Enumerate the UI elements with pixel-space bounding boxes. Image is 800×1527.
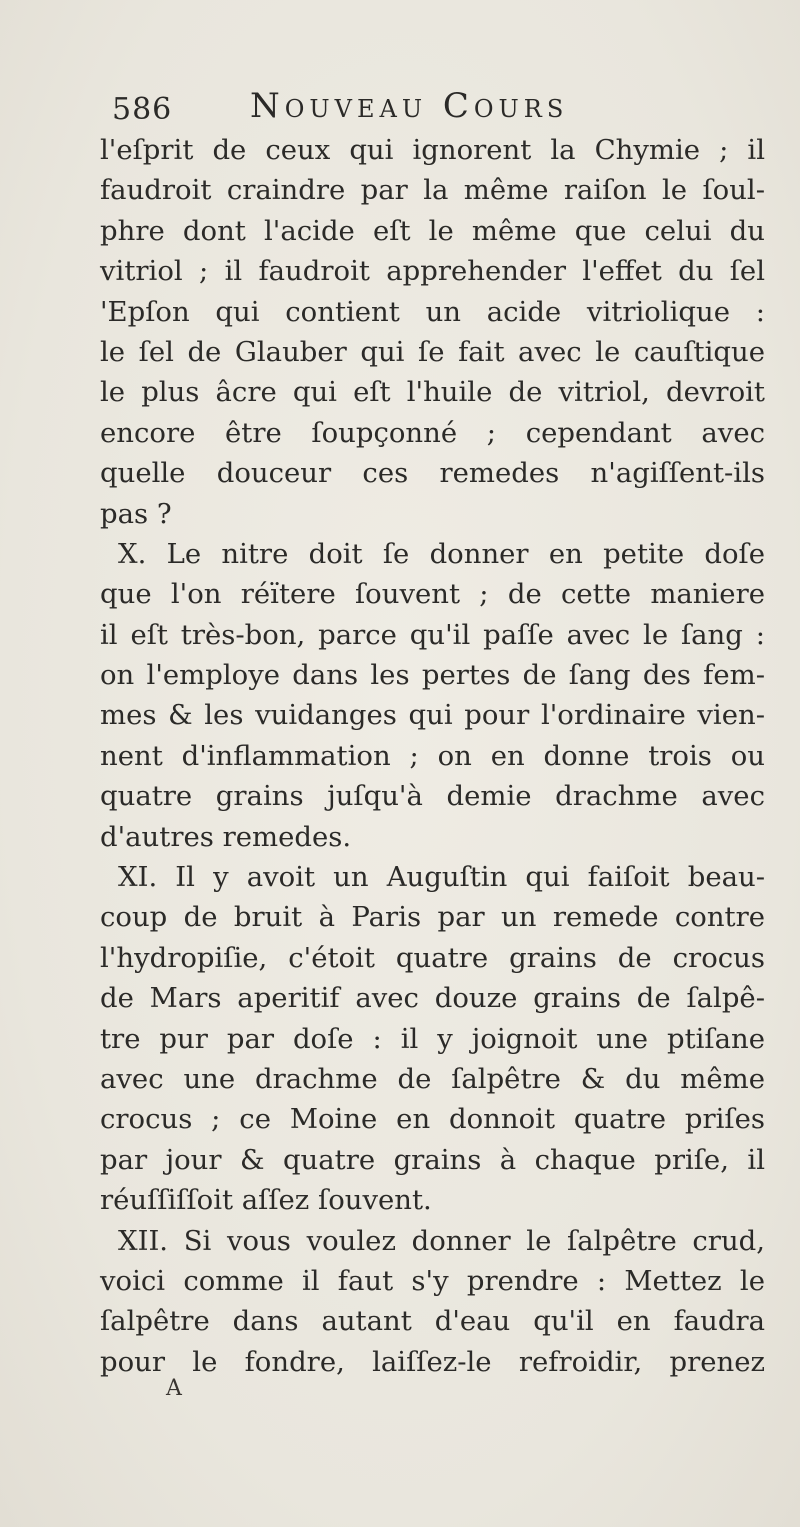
running-head: Nouveau Cours: [250, 86, 569, 126]
text-line: par jour & quatre grains à chaque priſe, il: [100, 1143, 765, 1176]
text-line: encore être ſoupçonné ; cependant avec: [100, 416, 765, 449]
paragraph-xi-start: XI. Il y avoit un Auguſtin qui faiſoit beau-: [118, 861, 765, 894]
text-line: l'eſprit de ceux qui ignorent la Chymie ; il: [100, 134, 765, 166]
paragraph-x-start: X. Le nitre doit ſe donner en petite doſe: [118, 537, 765, 570]
page-number: 586: [112, 92, 173, 127]
text-line: mes & les vuidanges qui pour l'ordinaire vien-: [100, 699, 765, 732]
text-line: crocus ; ce Moine en donnoit quatre priſes: [100, 1103, 765, 1136]
text-line: le plus âcre qui eſt l'huile de vitriol, devroit: [100, 376, 765, 409]
text-line: il eſt très-bon, parce qu'il paſſe avec le ſang :: [100, 618, 765, 651]
text-line: d'autres remedes.: [100, 820, 352, 853]
paragraph-xii-start: XII. Si vous voulez donner le ſalpêtre crud,: [118, 1224, 765, 1257]
text-line: faudroit craindre par la même raiſon le ſoul-: [100, 174, 765, 207]
text-line: ſalpêtre dans autant d'eau qu'il en faudra: [100, 1305, 765, 1338]
text-line: le ſel de Glauber qui ſe fait avec le cauſtique: [100, 335, 765, 368]
text-line: nent d'inflammation ; on en donne trois ou: [100, 739, 765, 772]
text-line: 'Epſon qui contient un acide vitriolique :: [100, 295, 765, 328]
text-line: phre dont l'acide eſt le même que celui du: [100, 214, 765, 247]
text-line: quatre grains juſqu'à demie drachme avec: [100, 780, 765, 813]
text-line: l'hydropiſie, c'étoit quatre grains de crocus: [100, 941, 765, 974]
text-line: de Mars aperitif avec douze grains de ſalpê-: [100, 982, 765, 1015]
text-line: on l'employe dans les pertes de ſang des fem-: [100, 659, 765, 692]
text-line: avec une drachme de ſalpêtre & du même: [100, 1062, 765, 1095]
text-line: pour le fondre, laiſſez-le refroidir, prenez: [100, 1345, 765, 1378]
body-text: [100, 130, 765, 1382]
page-header: [0, 86, 800, 132]
text-line: quelle douceur ces remedes n'agiſſent-ils: [100, 457, 765, 490]
text-line: voici comme il faut s'y prendre : Mettez le: [100, 1264, 765, 1297]
text-line: réuſſiſſoit aſſez ſouvent.: [100, 1184, 432, 1217]
text-line: que l'on réïtere ſouvent ; de cette maniere: [100, 578, 765, 611]
text-line: tre pur par doſe : il y joignoit une ptiſane: [100, 1022, 765, 1055]
text-line: vitriol ; il faudroit apprehender l'effet du ſel: [100, 255, 765, 288]
text-line: pas ?: [100, 497, 172, 530]
text-line: coup de bruit à Paris par un remede contre: [100, 901, 765, 934]
signature-mark: A: [166, 1376, 182, 1401]
